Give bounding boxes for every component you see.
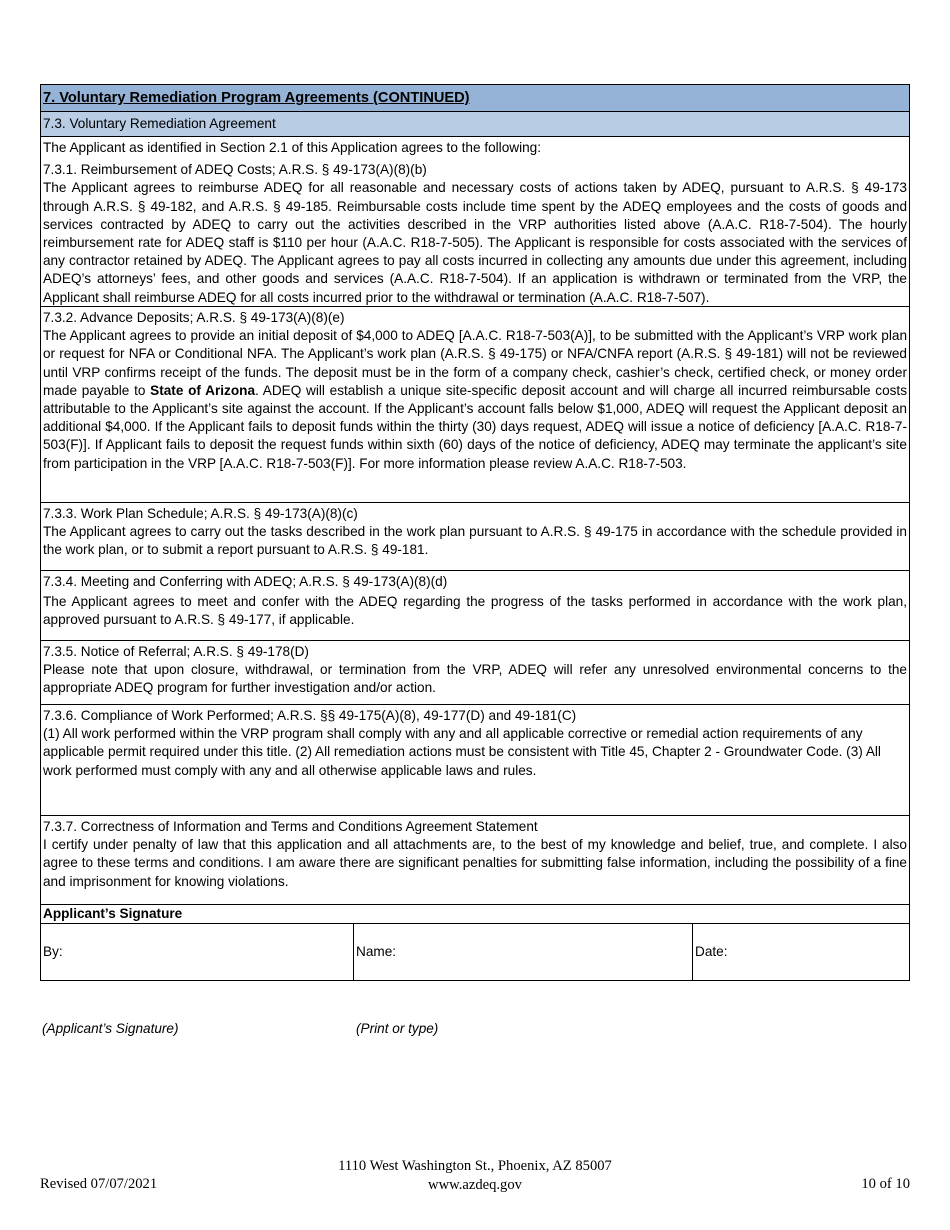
date-label: Date: <box>695 943 728 959</box>
footer-website: www.azdeq.gov <box>428 1177 522 1193</box>
section-7-3-2 <box>41 307 909 503</box>
item-body: The Applicant agrees to meet and confer with the ADEQ regarding the progress of the tasks performed in accordance with the work plan, approved pursuant to A.R.S. § 49-177, if applicable. <box>43 594 907 628</box>
intro-text: The Applicant as identified in Section 2.1 of this Application agrees to the following: <box>43 140 541 155</box>
item-heading: 7.3.4. Meeting and Conferring with ADEQ; A.R.S. § 49-173(A)(8)(d) <box>43 574 448 589</box>
item-heading: 7.3.2. Advance Deposits; A.R.S. § 49-173(A)(8)(e) <box>43 310 345 325</box>
page-number: 10 of 10 <box>861 1176 910 1192</box>
item-body: The Applicant agrees to reimburse ADEQ for all reasonable and necessary costs of actions taken by ADEQ, pursuant to A.R.S. § 49-173 through A.R.S. § 49-182, and A.R.S. § 49-185. Reimbursable costs include time spent by the ADEQ employees and the costs of goods and services contracted by ADEQ to carry out the activities described in the VRP authorities listed above (A.A.C. R18-7-504). The hourly reimbursement rate for ADEQ staff is $110 per hour (A.A.C. R18-7-505). The Applicant is responsible for costs associated with the services of any contractor retained by ADEQ. The Applicant agrees to pay all costs incurred in collecting any amounts due under this agreement, including ADEQ’s attorneys’ fees, and other goods and services (A.A.C. R18-7-504). If an application is withdrawn or terminated from the VRP, the Applicant shall reimburse ADEQ for all costs incurred prior to the withdrawal or termination (A.A.C. R18-7-507). <box>43 180 907 305</box>
by-label: By: <box>43 943 63 959</box>
section-7-3-4 <box>41 571 909 641</box>
vrp-agreement-form <box>40 84 910 981</box>
footer-address-block <box>0 1157 950 1195</box>
item-heading: 7.3.7. Correctness of Information and Terms and Conditions Agreement Statement <box>43 819 538 834</box>
footer-address: 1110 West Washington St., Phoenix, AZ 85007 <box>338 1158 612 1174</box>
section-title: 7. Voluntary Remediation Program Agreements (CONTINUED) <box>41 85 909 112</box>
item-heading: 7.3.6. Compliance of Work Performed; A.R.S. §§ 49-175(A)(8), 49-177(D) and 49-181(C) <box>43 708 577 723</box>
item-body <box>43 327 907 473</box>
section-7-3-6 <box>41 705 909 816</box>
item-body: (1) All work performed within the VRP program shall comply with any and all applicable corrective or remedial action requirements of any applicable permit required under this title. (2) All remediation actions must be consistent with Title 45, Chapter 2 - Groundwater Code. (3) All work performed must comply with any and all otherwise applicable laws and rules. <box>43 726 881 778</box>
signature-row <box>41 924 909 980</box>
item-body-part: . ADEQ will establish a unique site-specific deposit account and will charge all incurred reimbursable costs attributable to the Applicant’s site against the account. If the Applicant’s account falls below $1,000, ADEQ will request the Applicant deposit an additional $4,000. If the Applicant fails to deposit funds within the thirty (30) days request, ADEQ will issue a notice of deficiency [A.A.C. R18-7-503(F)]. If Applicant fails to deposit the request funds within sixth (60) days of the notice of deficiency, ADEQ may terminate the applicant’s site from participation in the VRP [A.A.C. R18-7-503(F)]. For more information please review A.A.C. R18-7-503. <box>43 382 907 471</box>
section-7-3-1 <box>41 137 909 307</box>
signature-by-field[interactable] <box>41 924 354 980</box>
payee-name: State of Arizona <box>150 382 256 398</box>
section-7-3-7 <box>41 816 909 905</box>
item-body: The Applicant agrees to carry out the tasks described in the work plan pursuant to A.R.S. § 49-175 in accordance with the schedule provided in the work plan, or to submit a report pursuant to A.R.S. § 49-181. <box>43 524 907 558</box>
signature-caption: (Applicant’s Signature) <box>42 1021 179 1036</box>
item-body-part: The Applicant agrees to provide an initial deposit of $4,000 to ADEQ [A.A.C. R18-7-503(A)], to be submitted with the Applicant’s VRP work plan or request for NFA or Conditional NFA. The Applicant’s work plan (A.R.S. § 49-175) or NFA/CNFA report (A.R.S. § 49-181) will not be reviewed until VRP confirms receipt of the funds. The deposit must be in the form of a company check, cashier’s check, certified check, or money order made payable to <box>43 328 907 398</box>
item-heading: 7.3.1. Reimbursement of ADEQ Costs; A.R.S. § 49-173(A)(8)(b) <box>43 162 427 178</box>
print-caption: (Print or type) <box>356 1021 439 1036</box>
section-7-3-5 <box>41 641 909 705</box>
revised-date: Revised 07/07/2021 <box>40 1176 158 1192</box>
item-heading: 7.3.5. Notice of Referral; A.R.S. § 49-178(D) <box>43 644 309 659</box>
item-body: I certify under penalty of law that this application and all attachments are, to the best of my knowledge and belief, true, and complete. I also agree to these terms and conditions. I am aware there are significant penalties for submitting false information, including the possibility of a fine and imprisonment for knowing violations. <box>43 837 907 889</box>
signature-date-field[interactable] <box>693 924 909 980</box>
section-7-3-3 <box>41 503 909 571</box>
signature-name-field[interactable] <box>354 924 693 980</box>
signature-title: Applicant’s Signature <box>41 905 909 924</box>
subsection-title: 7.3. Voluntary Remediation Agreement <box>41 112 909 137</box>
item-heading: 7.3.3. Work Plan Schedule; A.R.S. § 49-173(A)(8)(c) <box>43 506 358 521</box>
name-label: Name: <box>356 943 397 959</box>
item-body: Please note that upon closure, withdrawal, or termination from the VRP, ADEQ will refer any unresolved environmental concerns to the appropriate ADEQ program for further investigation and/or action. <box>43 662 907 696</box>
